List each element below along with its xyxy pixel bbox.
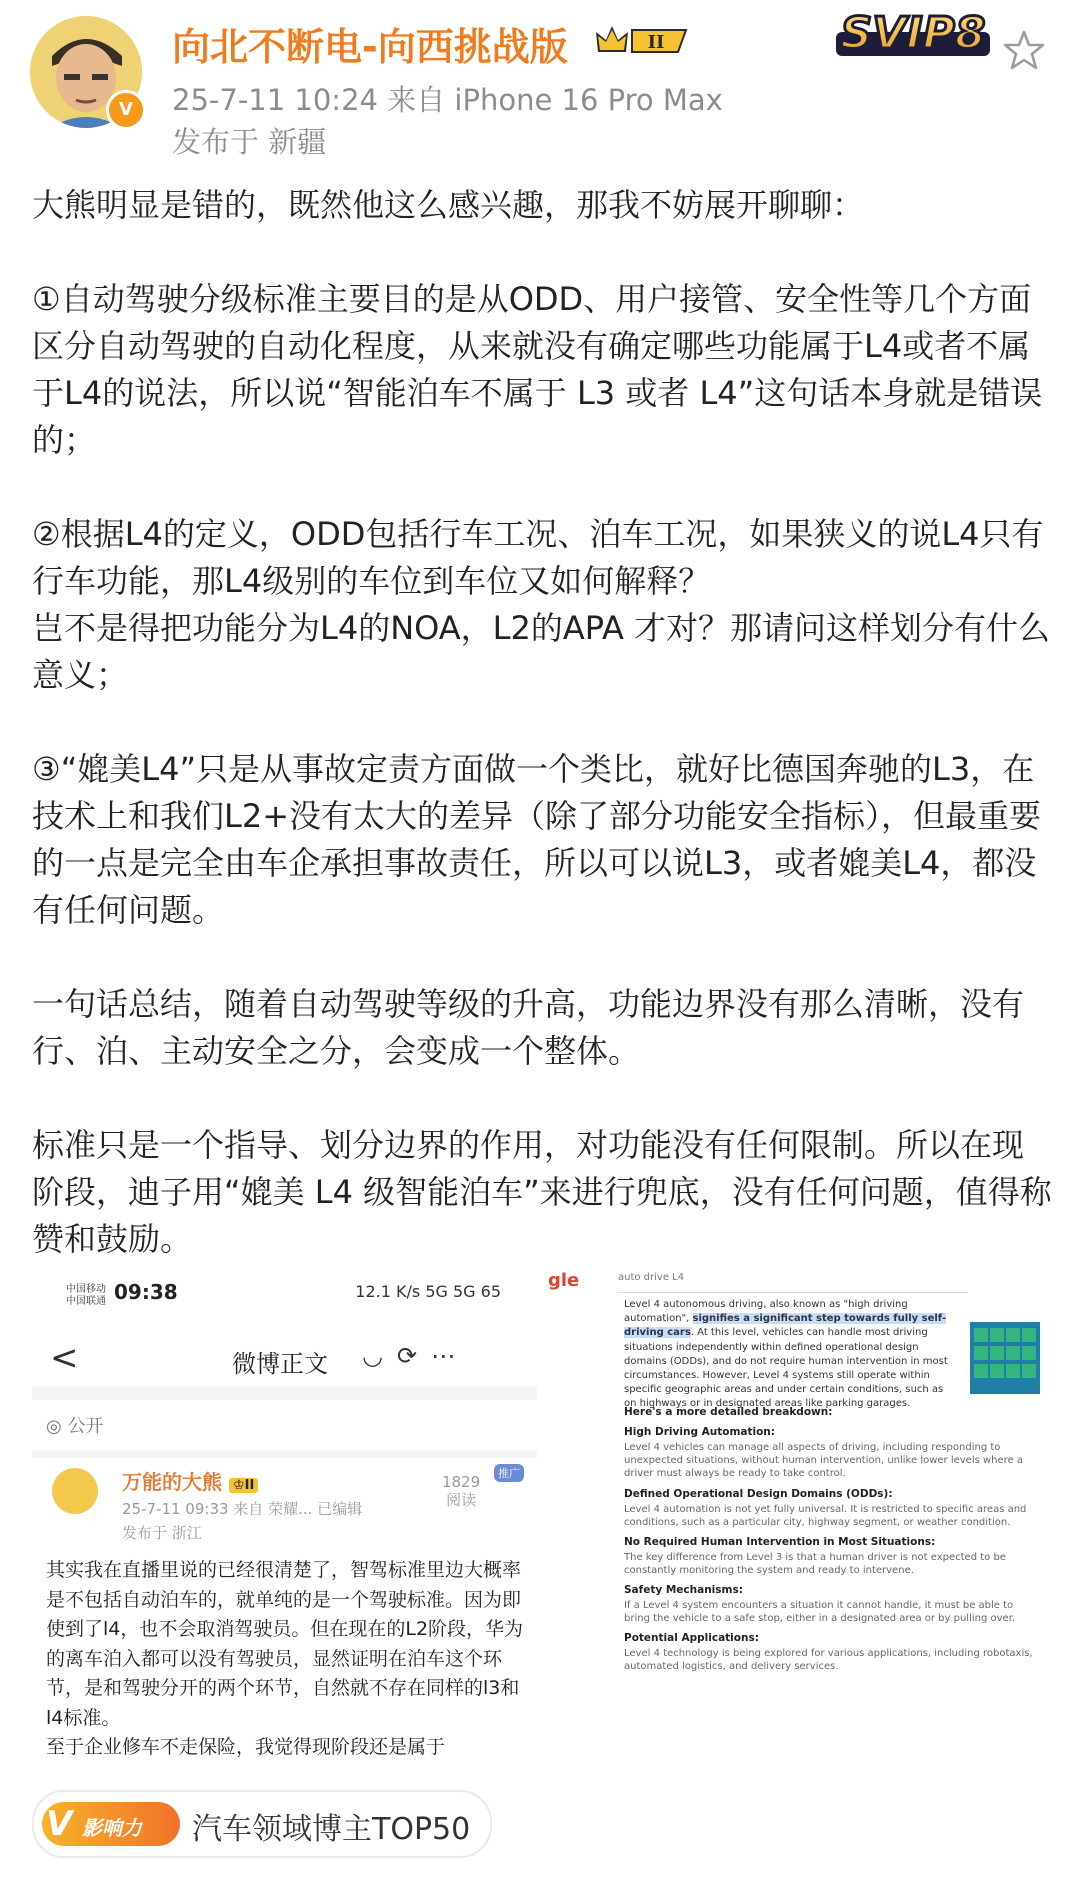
read-count: 1829 阅读: [442, 1473, 481, 1509]
crown-level-icon: ♔II: [229, 1478, 258, 1493]
search-logo: gle: [548, 1270, 580, 1291]
post-paragraph: ③“媲美L4”只是从事故定责方面做一个类比，就好比德国奔驰的L3，在技术上和我们L2+没有太大的差异（除了部分功能安全指标），但最重要的一点是完全由车企承担事故责任，所以可以说L3，或者媲美L4，都没有任何问题。: [32, 750, 1042, 929]
influence-icon: [42, 1802, 180, 1846]
username-text: 万能的大熊: [122, 1470, 222, 1494]
section-text: Level 4 vehicles can manage all aspects of driving, including responding to unexpected situations, without human intervention, unlike lower levels where a driver must always be ready to take control.: [624, 1442, 1024, 1479]
highlighted-text: signifies a significant step towards fully self-driving cars: [624, 1313, 947, 1339]
section-text: Level 4 technology is being explored for various applications, including robotaxis, automated logistics, and delivery services.: [624, 1648, 1033, 1672]
screen-title: 微博正文: [232, 1350, 328, 1378]
username[interactable]: [122, 1466, 258, 1495]
section-title: Safety Mechanisms:: [624, 1584, 743, 1596]
username[interactable]: 向北不断电-向西挑战版: [172, 25, 568, 69]
section-title: No Required Human Intervention in Most Situations:: [624, 1536, 936, 1548]
back-icon[interactable]: <: [50, 1338, 79, 1378]
promo-tag: 推广: [494, 1464, 524, 1482]
post-paragraph: 大熊明显是错的，既然他这么感兴趣，那我不妨展开聊聊：: [32, 186, 865, 224]
svip-badge-icon: [828, 2, 998, 60]
section-title: Defined Operational Design Domains (ODDs):: [624, 1488, 893, 1500]
refresh-icon[interactable]: ⟳: [396, 1342, 432, 1370]
verified-badge-icon: V: [106, 90, 146, 130]
influence-badge[interactable]: [32, 1790, 492, 1858]
status-indicators: 12.1 K/s 5G 5G 65: [355, 1282, 501, 1301]
post-body: [32, 182, 1052, 1263]
crown-level-text: II: [647, 32, 665, 53]
section-title: Here's a more detailed breakdown:: [624, 1406, 833, 1418]
section-text: If a Level 4 system encounters a situation it cannot handle, it must be able to bring the vehicle to a safe stop, either in a designated area or by pulling over.: [624, 1600, 1016, 1624]
breakdown-section: [624, 1488, 1039, 1529]
status-time: 09:38: [114, 1280, 178, 1304]
intro-text: Level 4 autonomous driving, also known as "high driving automation",: [624, 1299, 908, 1325]
post-body: [46, 1556, 524, 1763]
post-meta: 25-7-11 10:24 来自 iPhone 16 Pro Max: [172, 83, 723, 117]
headphones-icon[interactable]: ◡: [362, 1342, 397, 1370]
status-carrier: 中国移动 中国联通: [66, 1284, 106, 1307]
visibility-text: 公开: [67, 1416, 104, 1437]
crown-level-text: II: [244, 1478, 255, 1493]
post-paragraph: ①自动驾驶分级标准主要目的是从ODD、用户接管、安全性等几个方面区分自动驾驶的自动化程度，从来就没有确定哪些功能属于L4或者不属于L4的说法，所以说“智能泊车不属于 L3 或者 L4”这句话本身就是错误的；: [32, 280, 1043, 459]
post-location: 发布于 浙江: [122, 1524, 202, 1542]
ai-overview-paragraph: [624, 1298, 954, 1412]
post-paragraph: 一句话总结，随着自动驾驶等级的升高，功能边界没有那么清晰，没有行、泊、主动安全之分，会变成一个整体。: [32, 985, 1025, 1070]
intro-text: . At this level, vehicles can handle most driving situations independently within defined operational design domains (ODDs), and do not require human intervention in most circumstances. However, Level 4 systems still operate within specific geographic areas and under certain conditions, such as on highways or in designated areas like parking garages.: [624, 1327, 948, 1410]
visibility-label: [46, 1412, 103, 1438]
section-text: The key difference from Level 3 is that a human driver is not expected to be constantly monitoring the system and ready to intervene.: [624, 1552, 1006, 1576]
section-text: Level 4 automation is not yet fully universal. It is restricted to specific areas and conditions, such as a particular city, highway segment, or weather condition.: [624, 1504, 1027, 1528]
crown-level-icon: [592, 22, 692, 60]
post-header: [0, 0, 1080, 160]
influence-label: 影响力: [82, 1816, 142, 1840]
breakdown-section: [624, 1632, 1039, 1673]
section-title: High Driving Automation:: [624, 1426, 775, 1438]
search-input[interactable]: auto drive L4: [618, 1272, 968, 1293]
post-paragraph: 其实我在直播里说的已经很清楚了，智驾标准里边大概率是不包括自动泊车的，就单纯的是一个驾驶标准。因为即使到了l4，也不会取消驾驶员。但在现在的L2阶段，华为的离车泊入都可以没有驾驶员，显然证明在泊车这个环节，是和驾驶分开的两个环节，自然就不存在同样的l3和l4标准。 至于企业修车不走保险，我觉得现阶段还是属于: [46, 1559, 524, 1758]
breakdown-section: [624, 1536, 1039, 1577]
section-title: Potential Applications:: [624, 1632, 759, 1644]
svip-badge-text: SVIP8: [840, 8, 986, 59]
avatar[interactable]: [52, 1468, 98, 1514]
post-meta: 25-7-11 09:33 来自 荣耀... 已编辑: [122, 1500, 363, 1518]
post-paragraph: ②根据L4的定义，ODD包括行车工况、泊车工况，如果狭义的说L4只有行车功能，那L4级别的车位到车位又如何解释？ 岂不是得把功能分为L4的NOA，L2的APA 才对？那请问这样划分有什么意义；: [32, 515, 1051, 694]
result-thumbnail[interactable]: [970, 1322, 1040, 1394]
post-location: 发布于 新疆: [172, 125, 327, 159]
globe-icon: ◎: [46, 1416, 62, 1437]
more-icon[interactable]: ⋯: [431, 1342, 470, 1370]
influence-v-text: V: [46, 1804, 73, 1844]
toolbar-icons[interactable]: [362, 1342, 469, 1370]
breakdown-heading: [624, 1406, 1039, 1421]
embedded-screenshot-weibo[interactable]: [32, 1268, 537, 1772]
embedded-screenshot-search[interactable]: [544, 1270, 1048, 1770]
breakdown-section: [624, 1584, 1039, 1625]
breakdown-section: [624, 1426, 1039, 1480]
favorite-star-icon[interactable]: [1002, 28, 1046, 72]
post-paragraph: 标准只是一个指导、划分边界的作用，对功能没有任何限制。所以在现阶段，迪子用“媲美 L4 级智能泊车”来进行兜底，没有任何问题，值得称赞和鼓励。: [32, 1126, 1052, 1258]
influence-rank: 汽车领域博主TOP50: [192, 1812, 471, 1847]
